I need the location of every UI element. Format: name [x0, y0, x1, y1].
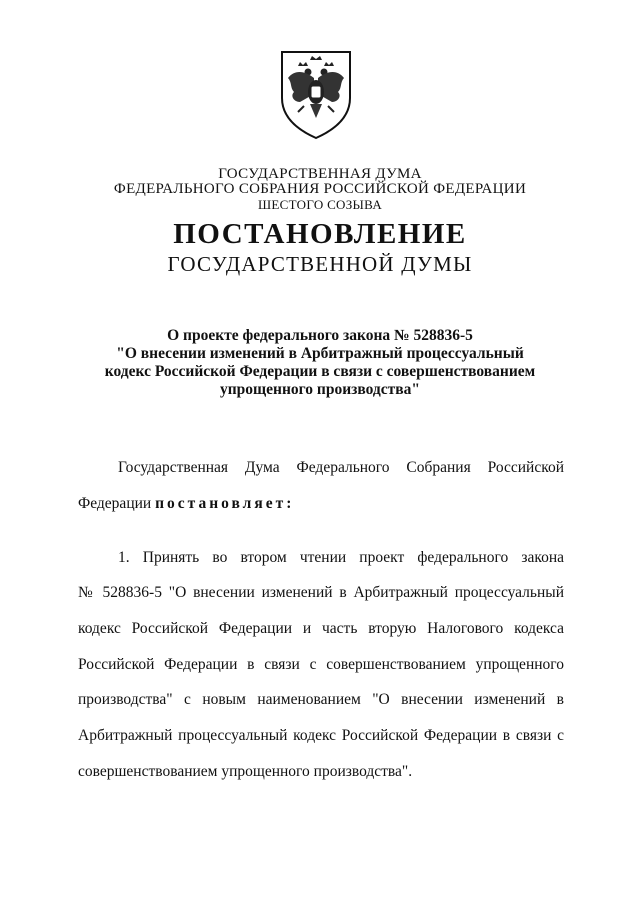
- convocation: ШЕСТОГО СОЗЫВА: [257, 197, 383, 212]
- paragraph-line: совершенствованием упрощенного производства".: [78, 763, 413, 780]
- subject-line: "О внесении изменений в Арбитражный процессуальный: [116, 345, 524, 362]
- document-subtitle: ГОСУДАРСТВЕННОЙ ДУМЫ: [167, 252, 473, 276]
- paragraph-line: кодекс Российской Федерации и часть вторую Налогового кодекса: [78, 620, 564, 637]
- parliament-name: ГОСУДАРСТВЕННАЯ ДУМА: [218, 166, 422, 182]
- subject-line: упрощенного производства": [220, 381, 420, 398]
- subject-line: кодекс Российской Федерации в связи с совершенствованием: [104, 363, 536, 380]
- paragraph-line: Арбитражный процессуальный кодекс Российской Федерации в связи с: [78, 727, 564, 744]
- paragraph-line: Российской Федерации в связи с совершенствованием упрощенного: [78, 656, 564, 673]
- state-emblem-icon: [276, 48, 356, 140]
- document-title: ПОСТАНОВЛЕНИЕ: [173, 218, 467, 250]
- subject-line: О проекте федерального закона № 528836-5: [167, 327, 473, 344]
- preamble-line: Государственная Дума Федерального Собрания Российской: [118, 459, 564, 476]
- resolution-verb: постановляет:: [155, 495, 295, 512]
- preamble-line: [78, 494, 564, 514]
- paragraph-line: 1. Принять во втором чтении проект федерального закона: [118, 549, 564, 566]
- paragraph-line: № 528836-5 "О внесении изменений в Арбитражный процессуальный: [78, 584, 564, 601]
- federal-assembly-name: ФЕДЕРАЛЬНОГО СОБРАНИЯ РОССИЙСКОЙ ФЕДЕРАЦИИ: [113, 181, 527, 197]
- preamble-prefix: Федерации: [78, 495, 152, 512]
- paragraph-line: производства" с новым наименованием "О внесении изменений в: [78, 691, 564, 708]
